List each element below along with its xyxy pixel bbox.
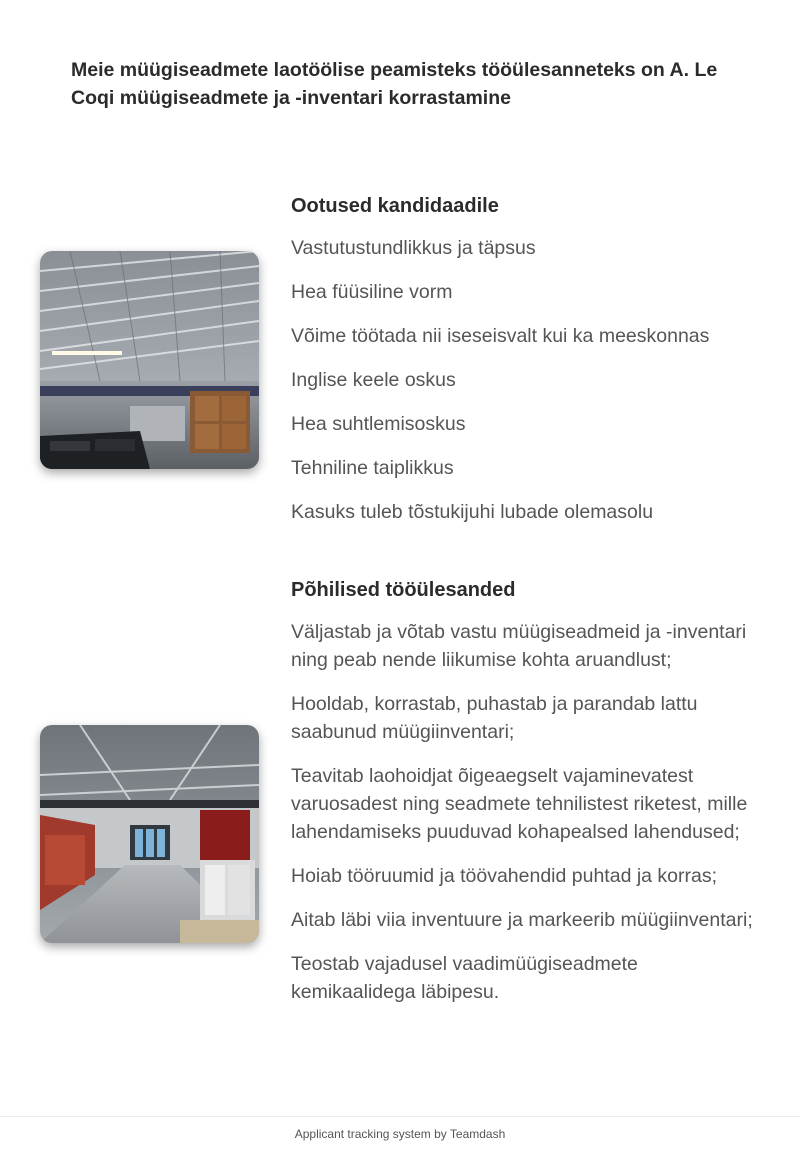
warehouse-photo <box>40 251 259 469</box>
list-item: Hooldab, korrastab, puhastab ja parandab lattu saabunud müügiinventari; <box>291 693 698 743</box>
list-item: Tehniline taiplikkus <box>291 457 454 479</box>
list-item: Teostab vajadusel vaadimüügiseadmete kemikaalidega läbipesu. <box>291 953 638 1003</box>
list-item: Aitab läbi viia inventuure ja markeerib müügiinventari; <box>291 909 753 931</box>
duties-list <box>291 618 761 1006</box>
list-item: Võime töötada nii iseseisvalt kui ka meeskonnas <box>291 325 710 347</box>
expectations-title: Ootused kandidaadile <box>291 195 499 217</box>
duties-section <box>291 576 761 1022</box>
list-item: Vastutustundlikkus ja täpsus <box>291 237 536 259</box>
intro-text: Meie müügiseadmete laotöölise peamisteks tööülesanneteks on A. Le Coqi müügiseadmete ja -inventari korrastamine <box>71 59 718 109</box>
list-item: Väljastab ja võtab vastu müügiseadmeid ja -inventari ning peab nende liikumise kohta aruandlust; <box>291 621 747 671</box>
list-item: Hoiab tööruumid ja töövahendid puhtad ja korras; <box>291 865 718 887</box>
list-item: Hea suhtlemisoskus <box>291 413 466 435</box>
teamdash-footer-link[interactable]: Applicant tracking system by Teamdash <box>294 1127 506 1141</box>
list-item: Hea füüsiline vorm <box>291 281 453 303</box>
duties-title: Põhilised tööülesanded <box>291 579 516 601</box>
warehouse-aisle-photo <box>40 725 259 943</box>
expectations-list <box>291 234 761 526</box>
list-item: Teavitab laohoidjat õigeaegselt vajaminevatest varuosadest ning seadmete tehnilistest riketest, mille lahendamiseks puuduvad kohapealsed lahendused; <box>291 765 748 843</box>
footer <box>0 1116 800 1152</box>
expectations-section <box>291 192 761 542</box>
list-item: Inglise keele oskus <box>291 369 456 391</box>
list-item: Kasuks tuleb tõstukijuhi lubade olemasolu <box>291 501 654 523</box>
